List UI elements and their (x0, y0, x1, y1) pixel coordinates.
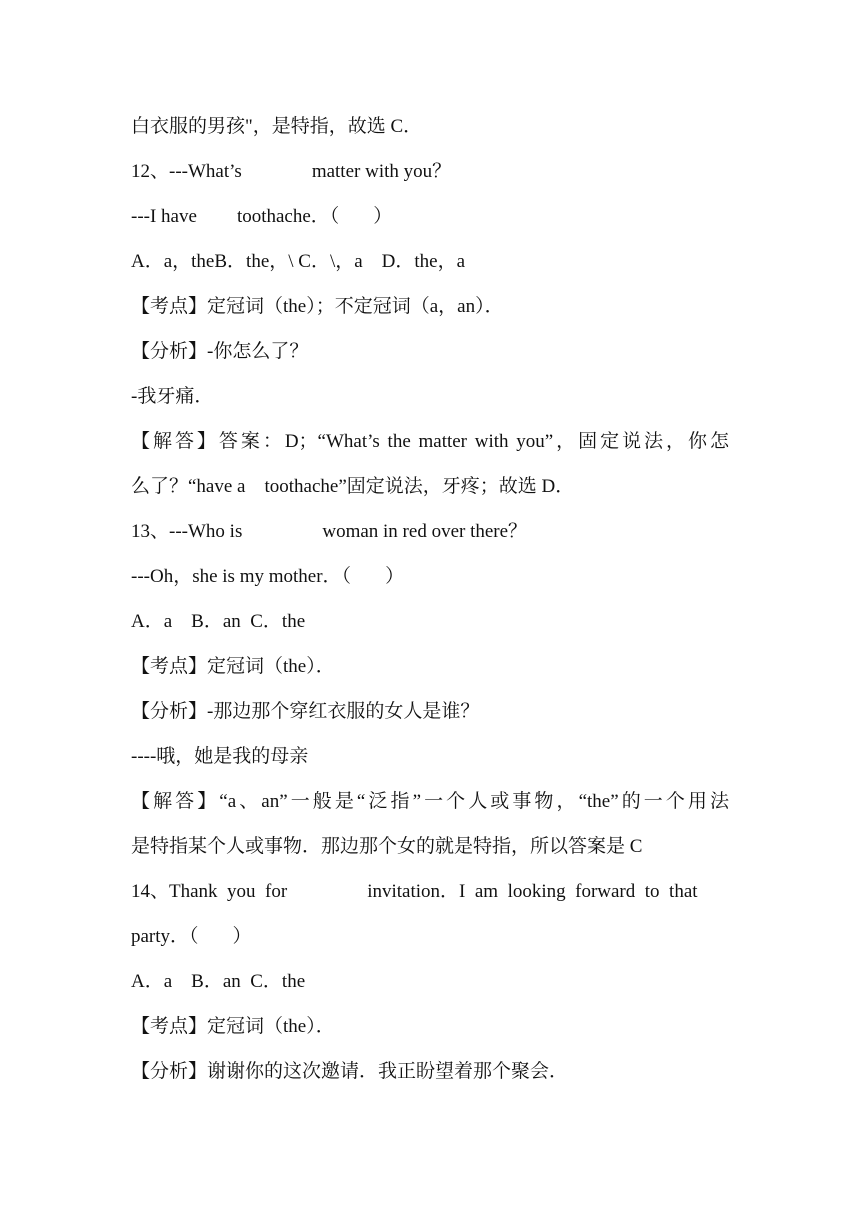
text-segment: 【分析】-那边那个穿红衣服的女人是谁？ (131, 701, 480, 722)
question-12-jieda: 【解答】答案：D；“What’s the matter with you”，固定说法，你怎 (131, 431, 729, 452)
text-segment: A．a B．an C．the (131, 971, 306, 992)
text-segment: 么了？“have a toothache”固定说法，牙疼；故选 D． (131, 476, 575, 497)
question-13-jieda-2 (131, 835, 642, 859)
question-12-reply (131, 205, 392, 229)
question-14-options (131, 970, 305, 994)
question-13-fenxi-2 (131, 745, 308, 769)
text-segment: matter with you？ (311, 161, 452, 182)
text-segment: woman in red over there？ (322, 521, 528, 542)
text-segment: 是特指某个人或事物．那边那个女的就是特指，所以答案是 C (131, 836, 643, 857)
text-segment: ） (373, 206, 393, 227)
text-segment: 14、Thank you for (131, 881, 288, 902)
text-segment: 【考点】定冠词（the）；不定冠词（a，an）． (131, 296, 504, 317)
question-12-kaodian (131, 295, 504, 319)
text-segment: ） (385, 566, 405, 587)
text-segment: toothache．（ (236, 206, 340, 227)
text-segment: 【考点】定冠词（the）． (131, 656, 335, 677)
question-12-fenxi-2 (131, 385, 213, 409)
text-segment: 【分析】-你怎么了？ (131, 341, 309, 362)
text-segment: -我牙痛． (131, 386, 214, 407)
text-segment: 13、---Who is (131, 521, 243, 542)
text-segment: 【分析】谢谢你的这次邀请．我正盼望着那个聚会． (131, 1061, 569, 1082)
question-14-stem-2 (131, 925, 252, 949)
text-segment: invitation．I am looking forward to that (367, 881, 698, 902)
question-12-options (131, 250, 465, 274)
text-segment: ---Oh，she is my mother．（ (131, 566, 352, 587)
text-segment: ） (232, 926, 252, 947)
question-13-jieda: 【解答】“a、an”一般是“泛指”一个人或事物，“the”的一个用法 (131, 791, 729, 812)
question-14-stem (131, 880, 729, 904)
question-12-jieda-2 (131, 475, 574, 499)
text-segment: A．a B．an C．the (131, 611, 306, 632)
text-segment: A．a，theB．the，\ C．\，a D．the，a (131, 251, 466, 272)
question-14-kaodian (131, 1015, 335, 1039)
question-13-stem (131, 520, 527, 544)
text-segment: 白衣服的男孩"，是特指，故选 C． (131, 116, 423, 137)
question-13-reply (131, 565, 404, 589)
text-segment: party．（ (131, 926, 199, 947)
text-line (131, 115, 422, 139)
text-segment: 【考点】定冠词（the）． (131, 1016, 335, 1037)
question-14-fenxi (131, 1060, 568, 1084)
text-segment: 12、---What’s (131, 161, 242, 182)
question-12-fenxi (131, 340, 308, 364)
question-13-fenxi (131, 700, 479, 724)
question-13-kaodian (131, 655, 335, 679)
text-segment: ----哦，她是我的母亲 (131, 746, 309, 767)
question-12-stem (131, 160, 451, 184)
text-segment: ---I have (131, 206, 197, 227)
question-13-options (131, 610, 305, 634)
